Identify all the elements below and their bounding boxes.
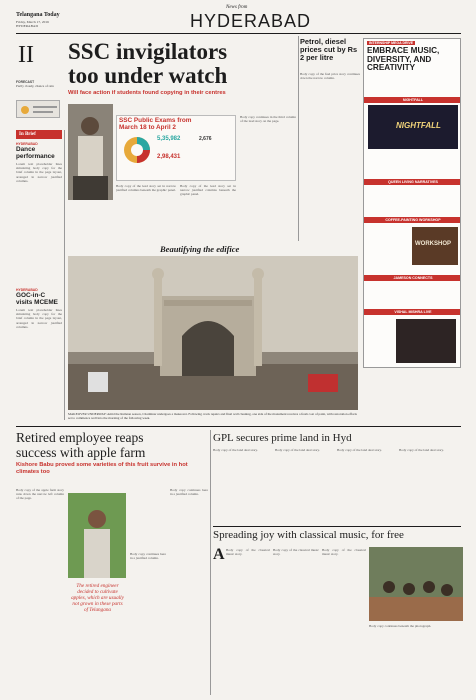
event-band: COFFEE-PAINTING WORKSHOP [364, 217, 461, 223]
charminar-photo [68, 256, 358, 410]
weather-block: FORECAST Partly cloudy, chance of rain [16, 80, 54, 88]
pie-icon [121, 134, 153, 166]
student-photo [68, 104, 113, 200]
brief-body: Lorem text placeholder lines simulating body copy for the brief column in the page layout, arranged in narrow justified columns. [16, 308, 62, 329]
joy-body: Body copy of the classical music story. [322, 548, 366, 557]
photo-feature-title: Beautifying the edifice [160, 244, 240, 254]
lead-body: Body copy continues in the third column of the lead story on the page. [240, 115, 296, 124]
farmer-photo [68, 493, 126, 578]
events-headline: EMBRACE MUSIC, DIVERSITY, AND CREATIVITY [367, 46, 440, 73]
sun-icon [17, 101, 61, 119]
brief-body: Lorem text placeholder lines simulating body copy for the brief column in the page layout, arranged in narrow justified columns. [16, 162, 62, 183]
events-kicker: INTERNSHIP MEGA DRIVE [369, 41, 414, 45]
lead-subhead: Will face action if students found copying in their centres [68, 90, 226, 96]
farmer-illustration [68, 493, 126, 578]
section-city-title: HYDERABAD [190, 11, 312, 31]
brief-item: HYDERABAD Dance performance Lorem text placeholder lines simulating body copy for the brief column in the page layout, arranged in narrow justified columns. [16, 142, 62, 272]
joy-body: Body copy of the classical music story. [273, 548, 319, 557]
photo-caption: MAKEOVER UNDERWAY: Amid the Ramzan season, Charminar undergoes a makeover. Following crack repairs and final wall cleaning, one side of the monument receives a fresh coat of paint, with restoration efforts set to commence well into the morning of the following week. [68, 412, 357, 420]
retired-headline: Retired employee reaps success with apple farm [16, 430, 146, 460]
monument-illustration [68, 256, 358, 410]
gpl-body: Body copy of the land deal story. [213, 448, 258, 452]
joy-headline: Spreading joy with classical music, for free [213, 529, 404, 541]
lead-headline: SSC invigilators too under watch [68, 39, 228, 88]
concert-photo [369, 547, 463, 621]
news-from-label: News from [226, 5, 248, 10]
lead-body: Body copy of the lead story set in narrow justified columns beneath the graphic panel. [180, 184, 236, 197]
gpl-headline: GPL secures prime land in Hyd [213, 432, 352, 444]
event-band: JAMESON CONNECTS [364, 275, 461, 281]
column-rule [210, 430, 211, 695]
brief-item: HYDERABAD GOC-in-C visits MCEME Lorem text placeholder lines simulating body copy for the brief column in the page layout, arranged in narrow justified columns. [16, 288, 62, 418]
joy-body: Body copy of the classical music story. [226, 548, 270, 557]
page-number: II [18, 42, 34, 68]
column-rule [64, 130, 65, 420]
retired-subhead: Kishore Babu proved some varieties of this fruit survive in hot climates too [16, 462, 188, 475]
retired-body: Body copy continues here in a justified column. [130, 552, 166, 561]
retired-body: Body copy continues here in a justified column. [170, 488, 208, 497]
lead-photo [68, 104, 113, 200]
column-rule [298, 36, 299, 241]
newspaper-brand: Telangana Today [16, 12, 60, 18]
gpl-body: Body copy of the land deal story. [337, 448, 382, 452]
lead-body: Body copy of the lead story set in narrow justified columns beneath the graphic panel. [116, 184, 176, 193]
ssc-info-graphic: SSC Public Exams from March 18 to April 2 5,35,982 2,676 2,98,431 [116, 115, 236, 181]
event-band: QUEEN LIVING NARRATIVES [364, 179, 461, 185]
in-brief-label: In Brief [16, 130, 62, 139]
drop-cap: A [213, 546, 225, 563]
retired-body: Body copy of the apple farm story runs down the narrow left column of the page. [16, 488, 64, 501]
nightfall-poster: NIGHTFALL [368, 105, 458, 149]
masthead-rule [16, 33, 461, 34]
petrol-body: Body copy of the fuel price story continues down the narrow column. [300, 72, 360, 81]
section-rule [16, 426, 461, 427]
event-band: VISHAL MISHRA LIVE [364, 309, 461, 315]
pull-quote: The retired engineer decided to cultivate apples, which are usually not grown in these parts of Telangana [71, 583, 124, 613]
date-line: Friday, March 17, 2016 HYDERABAD [16, 20, 49, 29]
singer-poster [396, 319, 456, 363]
gpl-body: Body copy of the land deal story. [399, 448, 444, 452]
weather-panel [16, 100, 60, 118]
event-band: NIGHTFALL [364, 97, 461, 103]
events-panel [363, 38, 461, 368]
workshop-poster: WORKSHOP [412, 227, 458, 265]
petrol-headline: Petrol, diesel prices cut by Rs 2 per litre [300, 37, 358, 63]
gpl-body: Body copy of the land deal story. [275, 448, 320, 452]
section-rule [213, 526, 461, 527]
joy-body: Body copy continues beneath the photograph. [369, 624, 432, 628]
audience-illustration [369, 547, 463, 621]
